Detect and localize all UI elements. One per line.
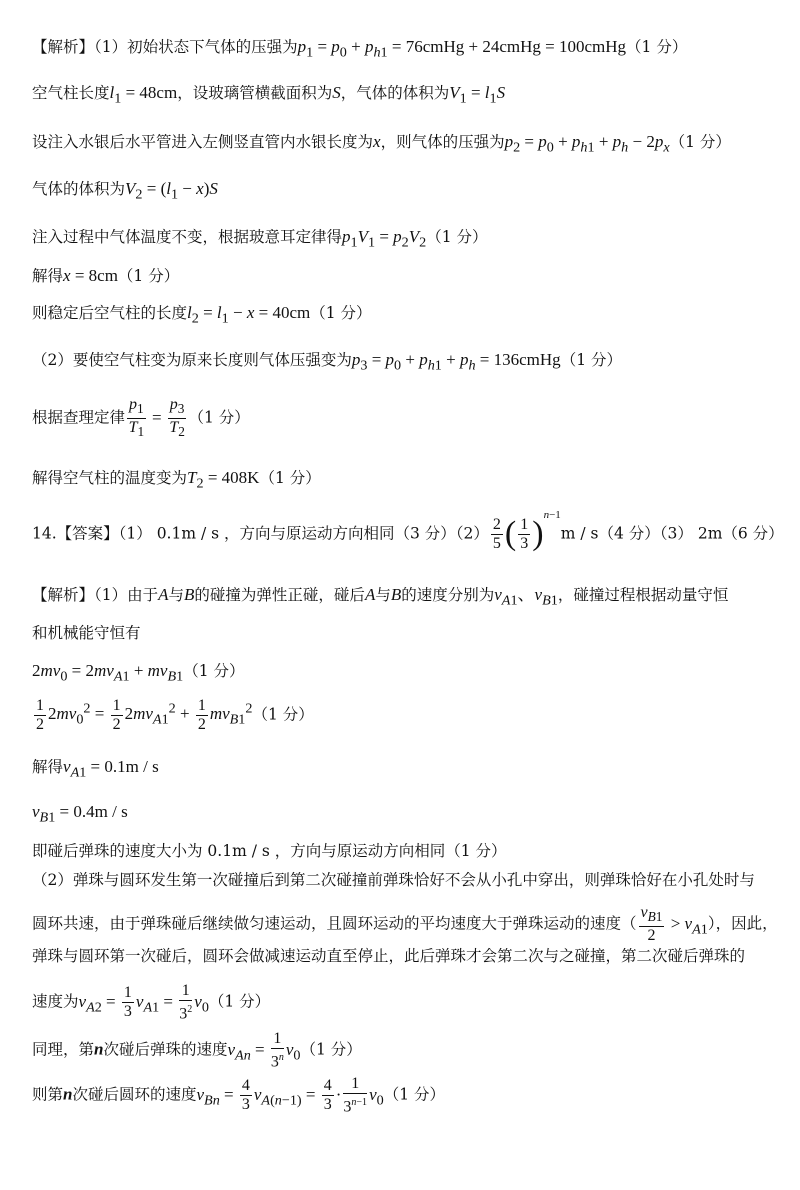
text: 和机械能守恒有 xyxy=(32,624,141,642)
text: 的速度分别为 xyxy=(401,586,495,604)
text: ，碰撞过程根据动量守恒 xyxy=(557,586,729,604)
text: 次碰后圆环的速度 xyxy=(72,1085,197,1104)
fraction: $\frac{1}{3}$ xyxy=(123,984,132,1021)
line-11-answer xyxy=(32,508,784,553)
score: （1 分） xyxy=(560,351,622,369)
line-21 xyxy=(32,945,745,967)
text: 与 xyxy=(375,586,391,604)
text: 14.【答案】（1） 0.1m / s ，方向与原运动方向相同（3 分）（2） xyxy=(32,524,489,543)
line-16 xyxy=(32,756,159,783)
fraction: $\frac{1}{2}$ xyxy=(112,697,121,733)
score: （1 分） xyxy=(669,133,731,151)
line-24 xyxy=(32,1075,445,1116)
text: 次碰后弹珠的速度 xyxy=(103,1040,228,1059)
score: （1 分） xyxy=(426,228,488,246)
text: 解得 xyxy=(32,758,64,776)
fraction: $\frac{1}{2}$ xyxy=(36,697,44,733)
line-8 xyxy=(32,349,622,376)
score: （1 分） xyxy=(252,705,314,724)
text: m / s（4 分）（3） 2m（6 分） xyxy=(560,524,784,543)
text: 的碰撞为弹性正碰，碰后 xyxy=(194,586,365,604)
line-5 xyxy=(32,226,488,253)
equation: $v_{B1} = 0.4m / s$ xyxy=(32,802,128,826)
equation: $V_1 = l_1S$ xyxy=(449,83,506,107)
score: （1 分） xyxy=(208,992,271,1011)
fraction: $\frac{1}{3^2}$ xyxy=(179,982,193,1023)
text: 则第 xyxy=(32,1085,64,1104)
score: （1 分） xyxy=(300,1040,362,1059)
line-19 xyxy=(32,869,755,891)
equation: $v_{An}$ = $\frac{1}{3^n}$ $v_0$ xyxy=(227,1030,301,1071)
equation: $v_{A1} = 0.1m / s$ xyxy=(63,757,159,781)
text: 气体的体积为 xyxy=(32,180,126,198)
text: ，设玻璃管横截面积为 xyxy=(177,84,333,102)
equation: $l_2 = l_1 - x = 40cm$ xyxy=(187,303,311,327)
symbol: B xyxy=(184,585,195,604)
text: 解得空气柱的温度变为 xyxy=(32,469,188,487)
line-22 xyxy=(32,982,270,1023)
line-14 xyxy=(32,660,245,687)
score: （1 分） xyxy=(117,267,180,285)
line-17 xyxy=(32,801,128,828)
symbol: A xyxy=(158,585,169,604)
equation: $p_2 = p_0 + p_{h1} + p_h - 2p_x$ xyxy=(504,132,670,156)
symbol: $v_{A1}$、$v_{B1}$ xyxy=(494,585,558,609)
fraction: $\frac{p_1}{T_1}$ xyxy=(128,396,145,440)
text: 即碰后弹珠的速度大小为 0.1m / s ，方向与原运动方向相同（1 分） xyxy=(32,842,507,860)
text: 设注入水银后水平管进入左侧竖直管内水银长度为 xyxy=(32,133,374,151)
line-9 xyxy=(32,396,250,441)
equation: $\frac{v_{B1}}{2}$ > $v_{A1}$ xyxy=(640,904,708,945)
line-20 xyxy=(32,904,778,945)
score: （1 分） xyxy=(183,662,245,680)
score: （1 分） xyxy=(310,304,372,322)
equation: $l_1 = 48cm$ xyxy=(109,83,178,107)
fraction: $\frac{p_3}{T_2}$ xyxy=(169,396,185,440)
equation: $\frac{2}{5}$ ( $\frac{1}{3}$ )$^{n-1}$ xyxy=(492,508,561,553)
line-23 xyxy=(32,1030,362,1071)
fraction: $\frac{4}{3}$ xyxy=(323,1077,332,1114)
text: 【解析】（1）由于 xyxy=(32,586,159,604)
fraction: $\frac{1}{3^{n-1}}$ xyxy=(343,1075,368,1116)
line-10 xyxy=(32,467,321,494)
line-13 xyxy=(32,622,141,644)
text: 弹珠与圆环第一次碰后，圆环会做减速运动直至停止，此后弹珠才会第二次与之碰撞，第二次碰后弹珠的 xyxy=(32,947,746,965)
equation: $\frac{1}{2}$ $2mv_0^2$ = $\frac{1}{2}$ $2mv_{A1}^2$ + $\frac{1}{2}$ $mv_{B1}^2$ xyxy=(36,697,253,733)
symbol: B xyxy=(390,585,402,604)
text: 根据查理定律 xyxy=(32,408,126,427)
text: （2）要使空气柱变为原来长度则气体压强变为 xyxy=(32,351,352,369)
fraction: $\frac{4}{3}$ xyxy=(241,1077,250,1114)
line-4 xyxy=(32,178,218,205)
symbol: A xyxy=(364,585,376,604)
line-2 xyxy=(32,82,505,109)
equation: $V_2 = (l_1 - x)S$ xyxy=(125,179,218,203)
equation: $v_{Bn}$ = $\frac{4}{3}$ $v_{A(n-1)}$ = $\frac{4}{3}$ · $\frac{1}{3^{n-1}}$ $v_0$ xyxy=(196,1075,384,1116)
equation: $p_3 = p_0 + p_{h1} + p_h$ = 136cmHg xyxy=(351,350,561,374)
score: （1 分） xyxy=(626,38,688,56)
symbol: S xyxy=(332,83,341,102)
fraction: $\frac{v_{B1}}{2}$ xyxy=(640,904,663,945)
equation: $2mv_0 = 2mv_{A1} + mv_{B1}$ xyxy=(32,661,184,685)
line-15 xyxy=(32,697,314,734)
line-7 xyxy=(32,302,372,329)
text: 空气柱长度 xyxy=(32,84,110,102)
text: 注入过程中气体温度不变，根据玻意耳定律得 xyxy=(32,228,343,246)
text: 圆环共速，由于弹珠碰后继续做匀速运动，且圆环运动的平均速度大于弹珠运动的速度（ xyxy=(32,914,637,933)
fraction: $\frac{1}{3^n}$ xyxy=(270,1030,284,1071)
text: 速度为 xyxy=(32,992,79,1011)
line-6 xyxy=(32,265,179,287)
symbol: n xyxy=(63,1084,73,1104)
text: 解得 xyxy=(32,267,64,285)
fraction: $\frac{1}{2}$ xyxy=(197,697,206,733)
text: 则稳定后空气柱的长度 xyxy=(32,304,188,322)
score: （1 分） xyxy=(259,469,321,487)
line-3 xyxy=(32,131,731,158)
symbol: n xyxy=(94,1039,104,1059)
text: 同理，第 xyxy=(32,1040,95,1059)
equation: $v_{A2}$ = $\frac{1}{3}$ $v_{A1}$ = $\frac{1}{3^2}$ $v_0$ xyxy=(78,982,209,1023)
score: （1 分） xyxy=(188,408,250,427)
fraction: $\frac{1}{3}$ xyxy=(520,516,529,552)
line-18 xyxy=(32,840,507,862)
equation: $\frac{p_1}{T_1}$ = $\frac{p_3}{T_2}$ xyxy=(128,396,185,440)
fraction: $\frac{2}{5}$ xyxy=(492,516,501,552)
equation: $T_2 = 408K$ xyxy=(187,468,260,492)
score: （1 分） xyxy=(383,1085,445,1104)
text: 【解析】（1）初始状态下气体的压强为 xyxy=(32,38,298,56)
symbol: x xyxy=(373,132,381,151)
line-1 xyxy=(32,36,687,63)
text: ，气体的体积为 xyxy=(340,84,450,102)
text: ），因此， xyxy=(707,914,778,933)
text: ，则气体的压强为 xyxy=(380,133,505,151)
line-12 xyxy=(32,584,728,611)
equation: $p_1V_1 = p_2V_2$ xyxy=(342,227,427,251)
equation: x = 8cm xyxy=(63,266,118,285)
text: 与 xyxy=(168,586,185,604)
text: （2）弹珠与圆环发生第一次碰撞后到第二次碰撞前弹珠恰好不会从小孔中穿出，则弹珠恰好在小孔处时与 xyxy=(32,871,755,889)
equation: $p_1 = p_0 + p_{h1}$ = 76cmHg + 24cmHg = 100cmHg xyxy=(297,37,627,61)
